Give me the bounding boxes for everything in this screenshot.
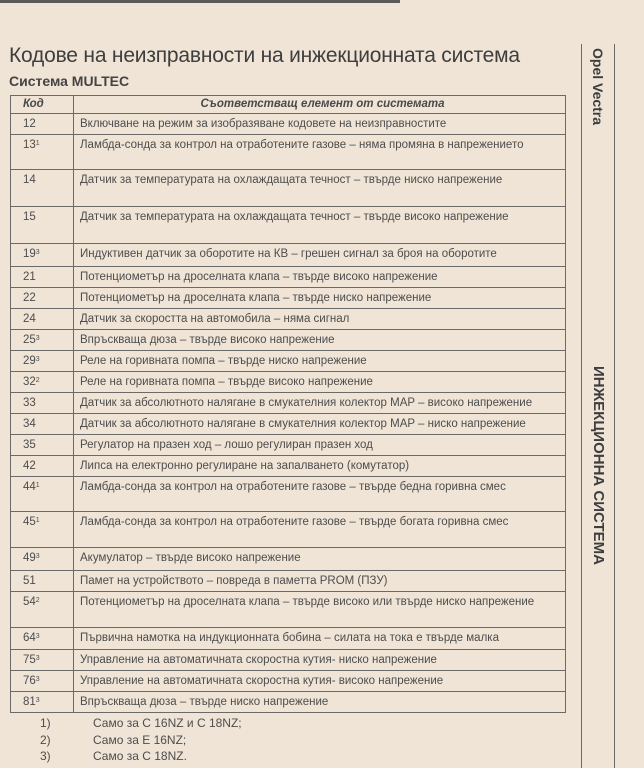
fault-description: Индуктивен датчик за оборотите на КВ – грешен сигнал за броя на оборотите [74,244,566,267]
footnote-ref: 2 [35,377,40,384]
fault-code-number: 22 [23,292,36,304]
footnote-text: Само за C 18NZ. [93,749,187,763]
table-row [11,548,566,571]
fault-code [11,671,74,692]
brand-label: Opel Vectra [590,48,606,126]
section-label: ИНЖЕКЦИОННА СИСТЕМА [590,366,607,565]
column-header-element: Съответстващ елемент от системата [74,96,566,114]
footnote-ref: 3 [35,249,40,256]
table-row [11,393,566,414]
fault-code-number: 19 [23,248,36,260]
table-row [11,571,566,592]
fault-description: Липса на електронно регулиране на запалването (комутатор) [74,456,566,477]
gutter-right-rule [614,44,615,768]
footnote-ref: 2 [35,597,40,604]
fault-code-number: 54 [23,596,36,608]
fault-code [11,372,74,393]
fault-code-number: 35 [23,439,36,451]
fault-code [11,628,74,650]
table-row [11,414,566,435]
fault-description: Датчик за абсолютното налягане в смукателния колектор MAP – високо напрежение [74,393,566,414]
fault-code-number: 51 [23,575,36,587]
page-subtitle: Система MULTEC [9,73,130,89]
fault-code-number: 14 [23,174,36,186]
table-row [11,170,566,207]
fault-code [11,267,74,288]
fault-code [11,288,74,309]
footnote-ref: 3 [35,356,40,363]
fault-code-number: 25 [23,334,36,346]
fault-code-number: 13 [23,139,36,151]
fault-code-number: 76 [23,675,36,687]
footnote-ref: 3 [35,553,40,560]
fault-description: Регулатор на празен ход – лошо регулиран празен ход [74,435,566,456]
footnote-text: Само за C 16NZ и C 18NZ; [93,716,242,730]
footnote [40,749,187,763]
table-row [11,288,566,309]
fault-description: Ламбда-сонда за контрол на отработените газове – няма промяна в напрежението [74,135,566,170]
footnote-ref: 3 [35,676,40,683]
footnote-ref: 1 [35,140,40,147]
fault-description: Включване на режим за изобразяване кодовете на неизправностите [74,114,566,135]
fault-description: Датчик за температурата на охлаждащата течност – твърде високо напрежение [74,207,566,244]
table-row [11,351,566,372]
fault-description: Потенциометър на дроселната клапа – твърде високо или твърде ниско напрежение [74,592,566,628]
fault-code [11,170,74,207]
fault-code [11,207,74,244]
fault-code [11,650,74,671]
footnote [40,733,186,747]
table-row [11,435,566,456]
footnote-number: 1) [40,716,51,730]
fault-code-number: 42 [23,460,36,472]
fault-code [11,244,74,267]
footnote-ref: 1 [35,517,40,524]
fault-code [11,548,74,571]
fault-description: Реле на горивната помпа – твърде високо напрежение [74,372,566,393]
fault-code-number: 49 [23,552,36,564]
table-row [11,372,566,393]
fault-code-number: 21 [23,271,36,283]
fault-code [11,330,74,351]
fault-code [11,309,74,330]
fault-code-number: 64 [23,632,36,644]
fault-code-number: 12 [23,118,36,130]
column-header-code: Код [11,96,74,114]
fault-description: Впръскваща дюза – твърде ниско напрежение [74,692,566,713]
fault-description: Ламбда-сонда за контрол на отработените газове – твърде бедна горивна смес [74,477,566,512]
fault-description: Управление на автоматичната скоростна кутия- ниско напрежение [74,650,566,671]
footnote-ref: 3 [35,655,40,662]
footnote-ref: 3 [35,633,40,640]
fault-code [11,512,74,548]
page-top-edge [0,0,400,3]
fault-description: Датчик за скоростта на автомобила – няма сигнал [74,309,566,330]
fault-code-number: 81 [23,696,36,708]
table-header-row [11,96,566,114]
fault-description: Ламбда-сонда за контрол на отработените газове – твърде богата горивна смес [74,512,566,548]
table-row [11,330,566,351]
fault-description: Датчик за температурата на охлаждащата течност – твърде ниско напрежение [74,170,566,207]
table-row [11,692,566,713]
footnote-ref: 1 [35,482,40,489]
gutter-left-rule [581,44,582,768]
page-title: Кодове на неизправности на инжекционната система [9,44,520,67]
fault-description: Реле на горивната помпа – твърде ниско напрежение [74,351,566,372]
fault-code-number: 24 [23,313,36,325]
table-row [11,671,566,692]
fault-code-number: 29 [23,355,36,367]
fault-description: Потенциометър на дроселната клапа – твърде ниско напрежение [74,288,566,309]
table-row [11,628,566,650]
fault-description: Първична намотка на индукционната бобина – силата на тока е твърде малка [74,628,566,650]
table-row [11,114,566,135]
fault-code [11,351,74,372]
table-row [11,592,566,628]
fault-code-number: 44 [23,481,36,493]
fault-description: Акумулатор – твърде високо напрежение [74,548,566,571]
fault-code-number: 75 [23,654,36,666]
footnote-ref: 3 [35,697,40,704]
fault-code [11,114,74,135]
table-row [11,650,566,671]
fault-code [11,393,74,414]
fault-code [11,592,74,628]
fault-codes-table [10,95,566,713]
fault-code-number: 32 [23,376,36,388]
table-row [11,135,566,170]
fault-code [11,571,74,592]
fault-code [11,435,74,456]
table-row [11,512,566,548]
table-row [11,207,566,244]
fault-code-number: 33 [23,397,36,409]
fault-code [11,477,74,512]
table-row [11,456,566,477]
footnote-text: Само за E 16NZ; [93,733,187,747]
fault-description: Потенциометър на дроселната клапа – твърде високо напрежение [74,267,566,288]
fault-description: Памет на устройството – повреда в паметта PROM (ПЗУ) [74,571,566,592]
fault-code-number: 45 [23,516,36,528]
footnote [40,716,242,730]
footnote-number: 3) [40,749,51,763]
fault-description: Датчик за абсолютното налягане в смукателния колектор MAP – ниско напрежение [74,414,566,435]
fault-code-number: 34 [23,418,36,430]
table-row [11,244,566,267]
table-row [11,267,566,288]
table-row [11,477,566,512]
footnote-ref: 3 [35,335,40,342]
footnote-number: 2) [40,733,51,747]
fault-description: Управление на автоматичната скоростна кутия- високо напрежение [74,671,566,692]
fault-code [11,456,74,477]
table-row [11,309,566,330]
fault-code [11,414,74,435]
fault-code-number: 15 [23,211,36,223]
fault-description: Впръскваща дюза – твърде високо напрежение [74,330,566,351]
fault-code [11,692,74,713]
fault-code [11,135,74,170]
